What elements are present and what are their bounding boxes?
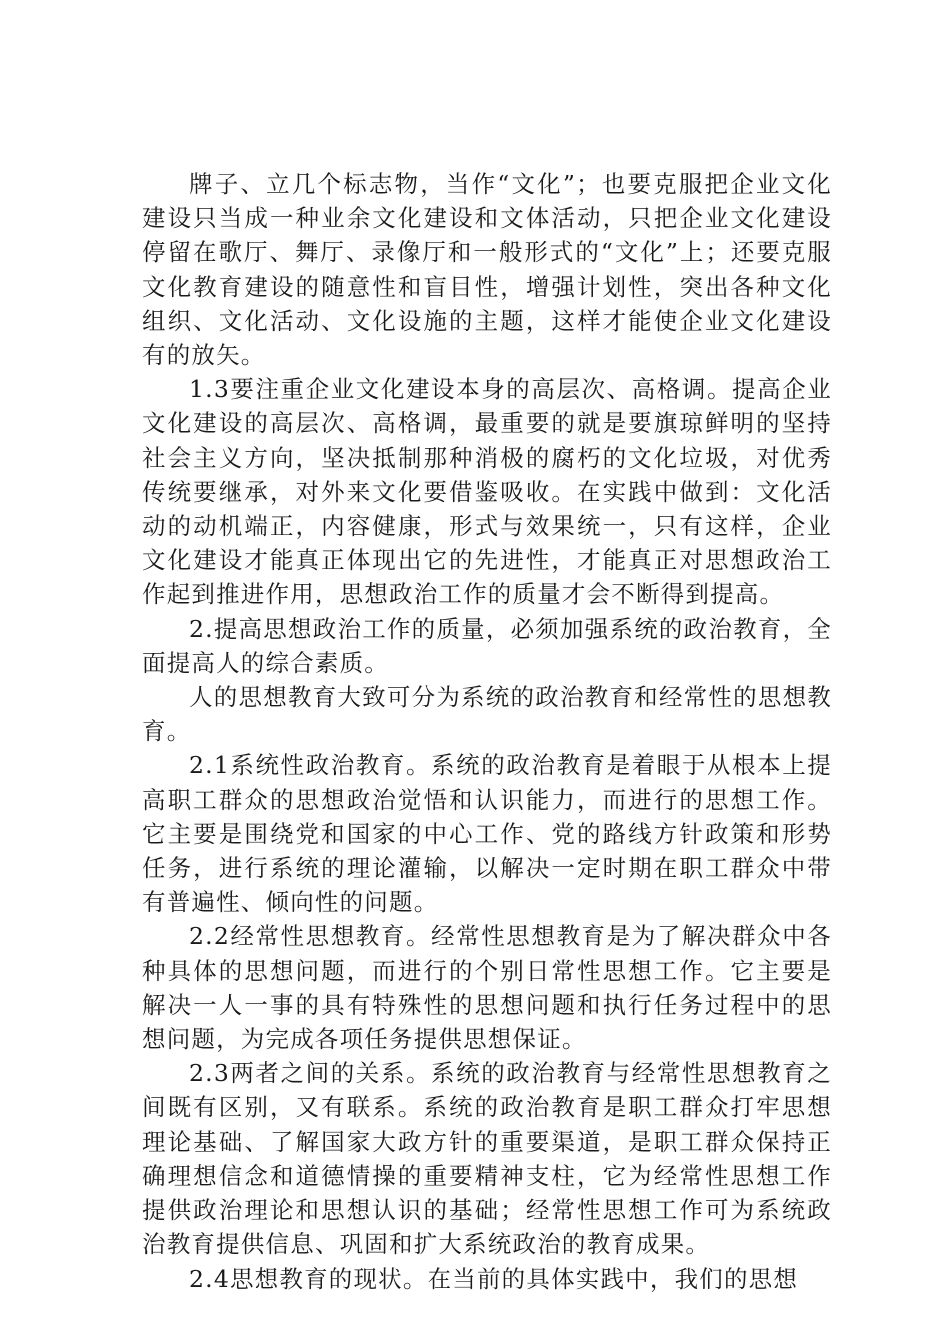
paragraph-2-heading: 2.提高思想政治工作的质量，必须加强系统的政治教育，全面提高人的综合素质。	[142, 614, 832, 677]
body-text	[142, 167, 832, 1296]
paragraph-2-4: 2.4思想教育的现状。在当前的具体实践中，我们的思想	[189, 1264, 799, 1293]
paragraph-culture-construction: 牌子、立几个标志物，当作“文化”；也要克服把企业文化建设只当成一种业余文化建设和文体活动，只把企业文化建设停留在歌厅、舞厅、录像厅和一般形式的“文化”上；还要克服文化教育建设的随意性和盲目性，增强计划性，突出各种文化组织、文化活动、文化设施的主题，这样才能使企业文化建设有的放矢。	[142, 170, 832, 370]
paragraph-1-3: 1.3要注重企业文化建设本身的高层次、高格调。提高企业文化建设的高层次、高格调，最重要的就是要旗琼鲜明的坚持社会主义方向，坚决抵制那种消极的腐朽的文化垃圾，对优秀传统要继承，对外来文化要借鉴吸收。在实践中做到：文化活动的动机端正，内容健康，形式与效果统一，只有这样，企业文化建设才能真正体现出它的先进性，才能真正对思想政治工作起到推进作用，思想政治工作的质量才会不断得到提高。	[142, 375, 832, 609]
paragraph-2-1: 2.1系统性政治教育。系统的政治教育是着眼于从根本上提高职工群众的思想政治觉悟和认识能力，而进行的思想工作。它主要是围绕党和国家的中心工作、党的路线方针政策和形势任务，进行系统的理论灌输，以解决一定时期在职工群众中带有普遍性、倾向性的问题。	[142, 751, 832, 917]
paragraph-education-types: 人的思想教育大致可分为系统的政治教育和经常性的思想教育。	[142, 683, 832, 746]
paragraph-2-3: 2.3两者之间的关系。系统的政治教育与经常性思想教育之间既有区别，又有联系。系统的政治教育是职工群众打牢思想理论基础、了解国家大政方针的重要渠道，是职工群众保持正确理想信念和道德情操的重要精神支柱，它为经常性思想工作提供政治理论和思想认识的基础；经常性思想工作可为系统政治教育提供信息、巩固和扩大系统政治的教育成果。	[142, 1059, 832, 1259]
paragraph-2-2: 2.2经常性思想教育。经常性思想教育是为了解决群众中各种具体的思想问题，而进行的个别日常性思想工作。它主要是解决一人一事的具有特殊性的思想问题和执行任务过程中的思想问题，为完成各项任务提供思想保证。	[142, 922, 832, 1054]
